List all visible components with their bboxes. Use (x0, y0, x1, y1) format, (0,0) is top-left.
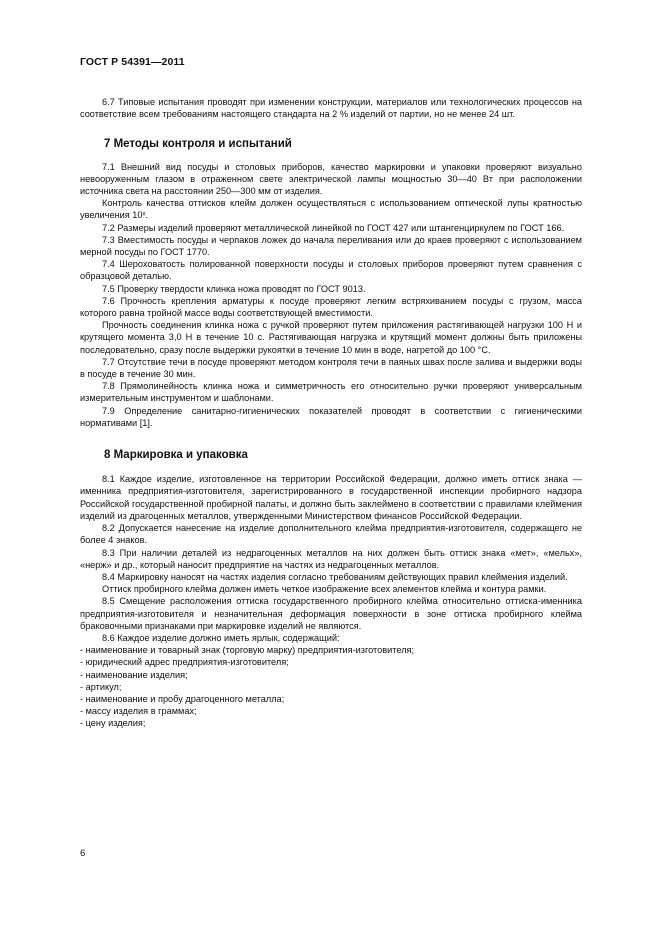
paragraph: 7.5 Проверку твердости клинка ножа проводят по ГОСТ 9013. (102, 283, 366, 294)
paragraph: Прочность соединения клинка ножа с ручкой проверяют путем приложения растягивающей нагрузки 100 Н и крутящего момента 3,0 Н в течение 10 с. Растягивающая нагрузка и крутящий момент должны быть приложены последовательно, сразу после выдержки рукоятки в течение 10 мин в воде, нагретой до 100 °С. (80, 320, 582, 355)
paragraph: 7.1 Внешний вид посуды и столовых приборов, качество маркировки и упаковки проверяют визуально невооруженным глазом в отраженном свете электрической лампы мощностью 30—40 Вт при расположении источника света на расстоянии 250—300 мм от изделия. (80, 161, 582, 197)
list-item: - артикул; (80, 681, 122, 692)
paragraph: 8.2 Допускается нанесение на изделие дополнительного клейма предприятия-изготовителя, содержащего не более 4 знаков. (80, 523, 582, 546)
paragraph: 7.9 Определение санитарно-гигиенических показателей проводят в соответствии с гигиеническими нормативами [1]. (80, 405, 582, 428)
page-content (80, 96, 582, 730)
standard-header: ГОСТ Р 54391—2011 (80, 56, 185, 68)
section-7-heading: 7 Методы контроля и испытаний (104, 138, 292, 151)
paragraph: 7.6 Прочность крепления арматуры к посуде проверяют легким встряхиванием посуды с грузом, масса которого равна тройной массе воды соответствующей вместимости. (80, 295, 582, 319)
list-item: - наименование изделия; (80, 669, 188, 680)
paragraph-6-7: 6.7 Типовые испытания проводят при изменении конструкции, материалов или технологических процессов на соответствие всем требованиям настоящего стандарта на 2 % изделий от партии, но не менее 24 шт. (80, 97, 582, 120)
paragraph: 7.2 Размеры изделий проверяют металлической линейкой по ГОСТ 427 или штангенциркулем по ГОСТ 166. (102, 222, 565, 233)
list-item: - наименование и товарный знак (торговую марку) предприятия-изготовителя; (80, 645, 415, 656)
section-7-body (80, 161, 582, 429)
section-8-heading: 8 Маркировка и упаковка (104, 449, 248, 462)
section-8-body (80, 473, 582, 729)
paragraph: 8.3 При наличии деталей из недрагоценных металлов на них должен быть оттиск знака «мет», «мельх», «нерж» и др., который наносит предприятие на частях из недрагоценных металлов. (80, 547, 582, 570)
list-item: - наименование и пробу драгоценного металла; (80, 693, 285, 704)
paragraph: 8.5 Смещение расположения оттиска государственного пробирного клейма относительно оттиска-именника предприятия-изготовителя и незначительная деформация поверхности в зоне оттиска пробирного клейма браковочными признаками при маркировке изделий не являются. (80, 596, 582, 631)
paragraph: 7.8 Прямолинейность клинка ножа и симметричность его относительно ручки проверяют универсальным измерительным инструментом и шаблонами. (80, 381, 582, 404)
paragraph: 8.1 Каждое изделие, изготовленное на территории Российской Федерации, должно иметь оттиск знака — именника предприятия-изготовителя, зарегистрированного в государственной инспекции пробирного надзора Российской государственной пробирной палаты, и должно быть заклеймено в соответствии с правилами клеймения изделий из драгоценных металлов, утвержденными Министерством финансов Российской Федерации. (80, 474, 582, 521)
paragraph: Контроль качества оттисков клейм должен осуществляться с использованием оптической лупы кратностью увеличения 10ˣ. (80, 198, 582, 221)
paragraph: 8.6 Каждое изделие должно иметь ярлык, содержащий: (102, 632, 340, 643)
list-item: - цену изделия; (80, 718, 146, 729)
paragraph: 7.3 Вместимость посуды и черпаков ложек до начала переливания или до краев проверяют с использованием мерной посуды по ГОСТ 1770. (80, 234, 582, 258)
list-item: - массу изделия в граммах; (80, 706, 197, 717)
paragraph: Оттиск пробирного клейма должен иметь четкое изображение всех элементов клейма и контура рамки. (102, 584, 547, 595)
paragraph: 7.4 Шероховатость полированной поверхности посуды и столовых приборов проверяют путем сравнения с образцовой деталью. (80, 259, 582, 282)
list-item: - юридический адрес предприятия-изготовителя; (80, 657, 289, 668)
paragraph: 7.7 Отсутствие течи в посуде проверяют методом контроля течи в паяных швах после залива и выдержки воды в посуде в течение 30 мин. (80, 356, 582, 380)
paragraph: 8.4 Маркировку наносят на частях изделия согласно требованиям действующих правил клеймения изделий. (102, 571, 568, 582)
page-number: 6 (80, 848, 86, 859)
